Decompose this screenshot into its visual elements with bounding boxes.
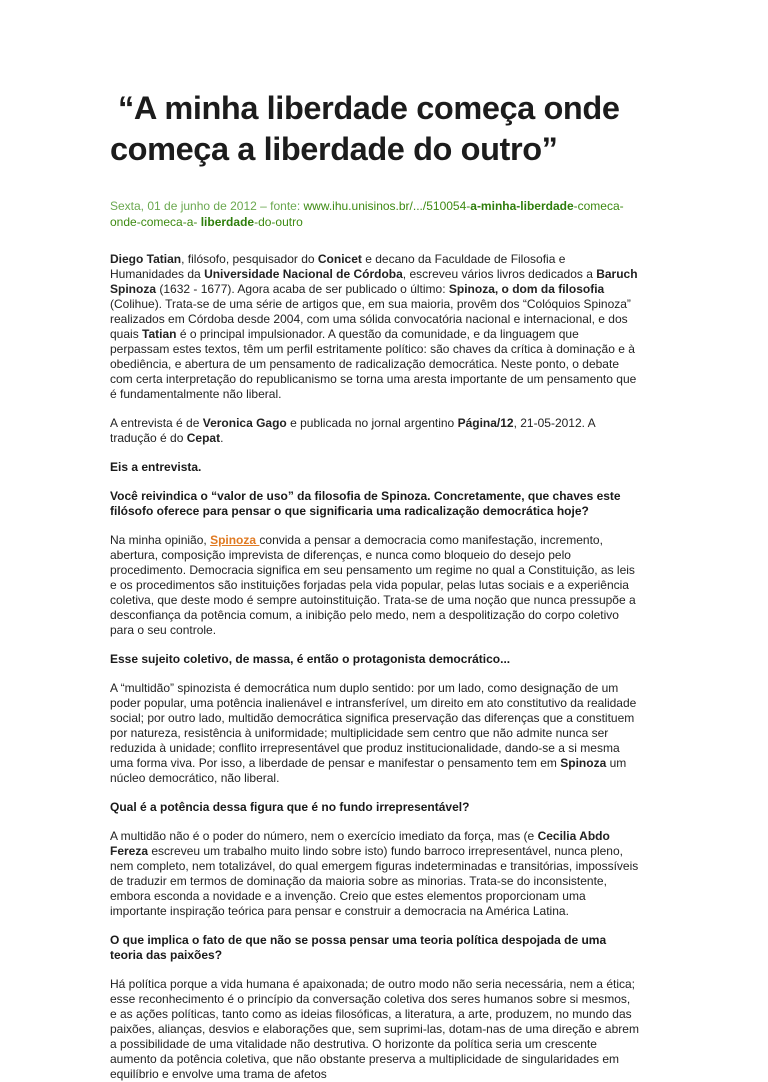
intro-paragraph: Diego Tatian, filósofo, pesquisador do Conicet e decano da Faculdade de Filosofia e Humanidades da Universidade Nacional de Córdoba, escreveu vários livros dedicados a Baruch Spinoza (1632 - 1677). Agora acaba de ser publicado o último: Spinoza, o dom da filosofia (Colihue). Trata-se de uma série de artigos que, em sua maioria, provêm dos “Colóquios Spinoza” realizados em Córdoba desde 2004, com uma sólida convocatória nacional e internacional, e dos quais Tatian é o principal impulsionador. A questão da comunidade, e da linguagem que perpassam estes textos, têm um perfil estritamente político: são chaves da crítica à dominação e à obediência, e abertura de um pensamento de radicalização democrática. Neste ponto, o debate com certa interpretação do republicanismo se torna uma aresta importante de um pensamento que é fundamentalmente não liberal.: [110, 252, 638, 401]
source-label: – fonte:: [256, 199, 304, 213]
credit-paragraph: A entrevista é de Veronica Gago e publicada no jornal argentino Página/12, 21-05-2012. A tradução é do Cepat.: [110, 416, 595, 445]
answer-3: A multidão não é o poder do número, nem o exercício imediato da força, mas (e Cecilia Abdo Fereza escreveu um trabalho muito lindo sobre isto) fundo barroco irrepresentável, nunca pleno, nem completo, nem totalizável, do qual emergem figuras indeterminadas e transitórias, impossíveis de traduzir em termos de dominação da maioria sobre as minorias. Trata-se do inconsistente, embora esconda a novidade e a invenção. Creio que estes elementos proporcionam uma importante inspiração teórica para pensar e construir a democracia na América Latina.: [110, 829, 639, 918]
source-link[interactable]: www.ihu.unisinos.br/.../510054-a-minha-liberdade-comeca-onde-comeca-a- liberdade-do-outro: [110, 199, 624, 229]
answer-4: Há política porque a vida humana é apaixonada; de outro modo não seria necessária, nem a ética; esse reconhecimento é o princípio da conversação coletiva dos seres humanos sobre si mesmos, e as ações políticas, tanto como as ideias filosóficas, a literatura, a arte, produzem, no mundo das paixões, alianças, desvios e elaborações que, sem suprimi-las, dotam-nas de uma direção e abrem a possibilidade de uma vitalidade não destrutiva. O horizonte da política seria um crescente aumento da potência coletiva, que não obstante preserva a multiplicidade de singularidades em equilíbrio e envolve uma trama de afetos: [110, 977, 639, 1081]
question-1: Você reivindica o “valor de uso” da filosofia de Spinoza. Concretamente, que chaves este filósofo oferece para pensar o que significaria uma radicalização democrática hoje?: [110, 489, 621, 518]
question-4: O que implica o fato de que não se possa pensar uma teoria política despojada de uma teoria das paixões?: [110, 933, 607, 962]
interview-heading: Eis a entrevista.: [110, 460, 202, 474]
answer-2: A “multidão” spinozista é democrática num duplo sentido: por um lado, como designação de um poder popular, uma potência inalienável e intransferível, um direito em ato constitutivo da realidade social; por outro lado, multidão democrática significa preservação das diferenças que a constituem por natureza, resistência à uniformidade; multiplicidade sem centro que não admite nunca ser reduzida à unidade; conflito irrepresentável que produz institucionalidade, dando-se a si mesma uma forma viva. Por isso, a liberdade de pensar e manifestar o pensamento tem em Spinoza um núcleo democrático, não liberal.: [110, 681, 637, 785]
title-line-1: “A minha liberdade começa onde: [118, 90, 620, 126]
article-title: [110, 88, 640, 170]
spinoza-link[interactable]: Spinoza: [210, 533, 260, 547]
publish-date: Sexta, 01 de junho de 2012: [110, 199, 257, 213]
article-meta: [110, 198, 640, 230]
answer-1: Na minha opinião, Spinoza convida a pensar a democracia como manifestação, incremento, abertura, composição imprevista de diferenças, e nunca como bloqueio do desejo pelo procedimento. Democracia significa em seu pensamento um regime no qual a Constituição, as leis e os procedimentos são instituições forjadas pela vida popular, pelas lutas sociais e a experiência coletiva, que deste modo é sempre autoinstituição. Trata-se de uma noção que nunca pressupõe a desconfiança da potência comum, a inibição pelo medo, nem a despolitização do corpo coletivo para o seu controle.: [110, 533, 636, 637]
article: [110, 88, 640, 1082]
question-3: Qual é a potência dessa figura que é no fundo irrepresentável?: [110, 800, 470, 814]
title-line-2: começa a liberdade do outro”: [110, 131, 558, 167]
question-2: Esse sujeito coletivo, de massa, é então o protagonista democrático...: [110, 652, 511, 666]
